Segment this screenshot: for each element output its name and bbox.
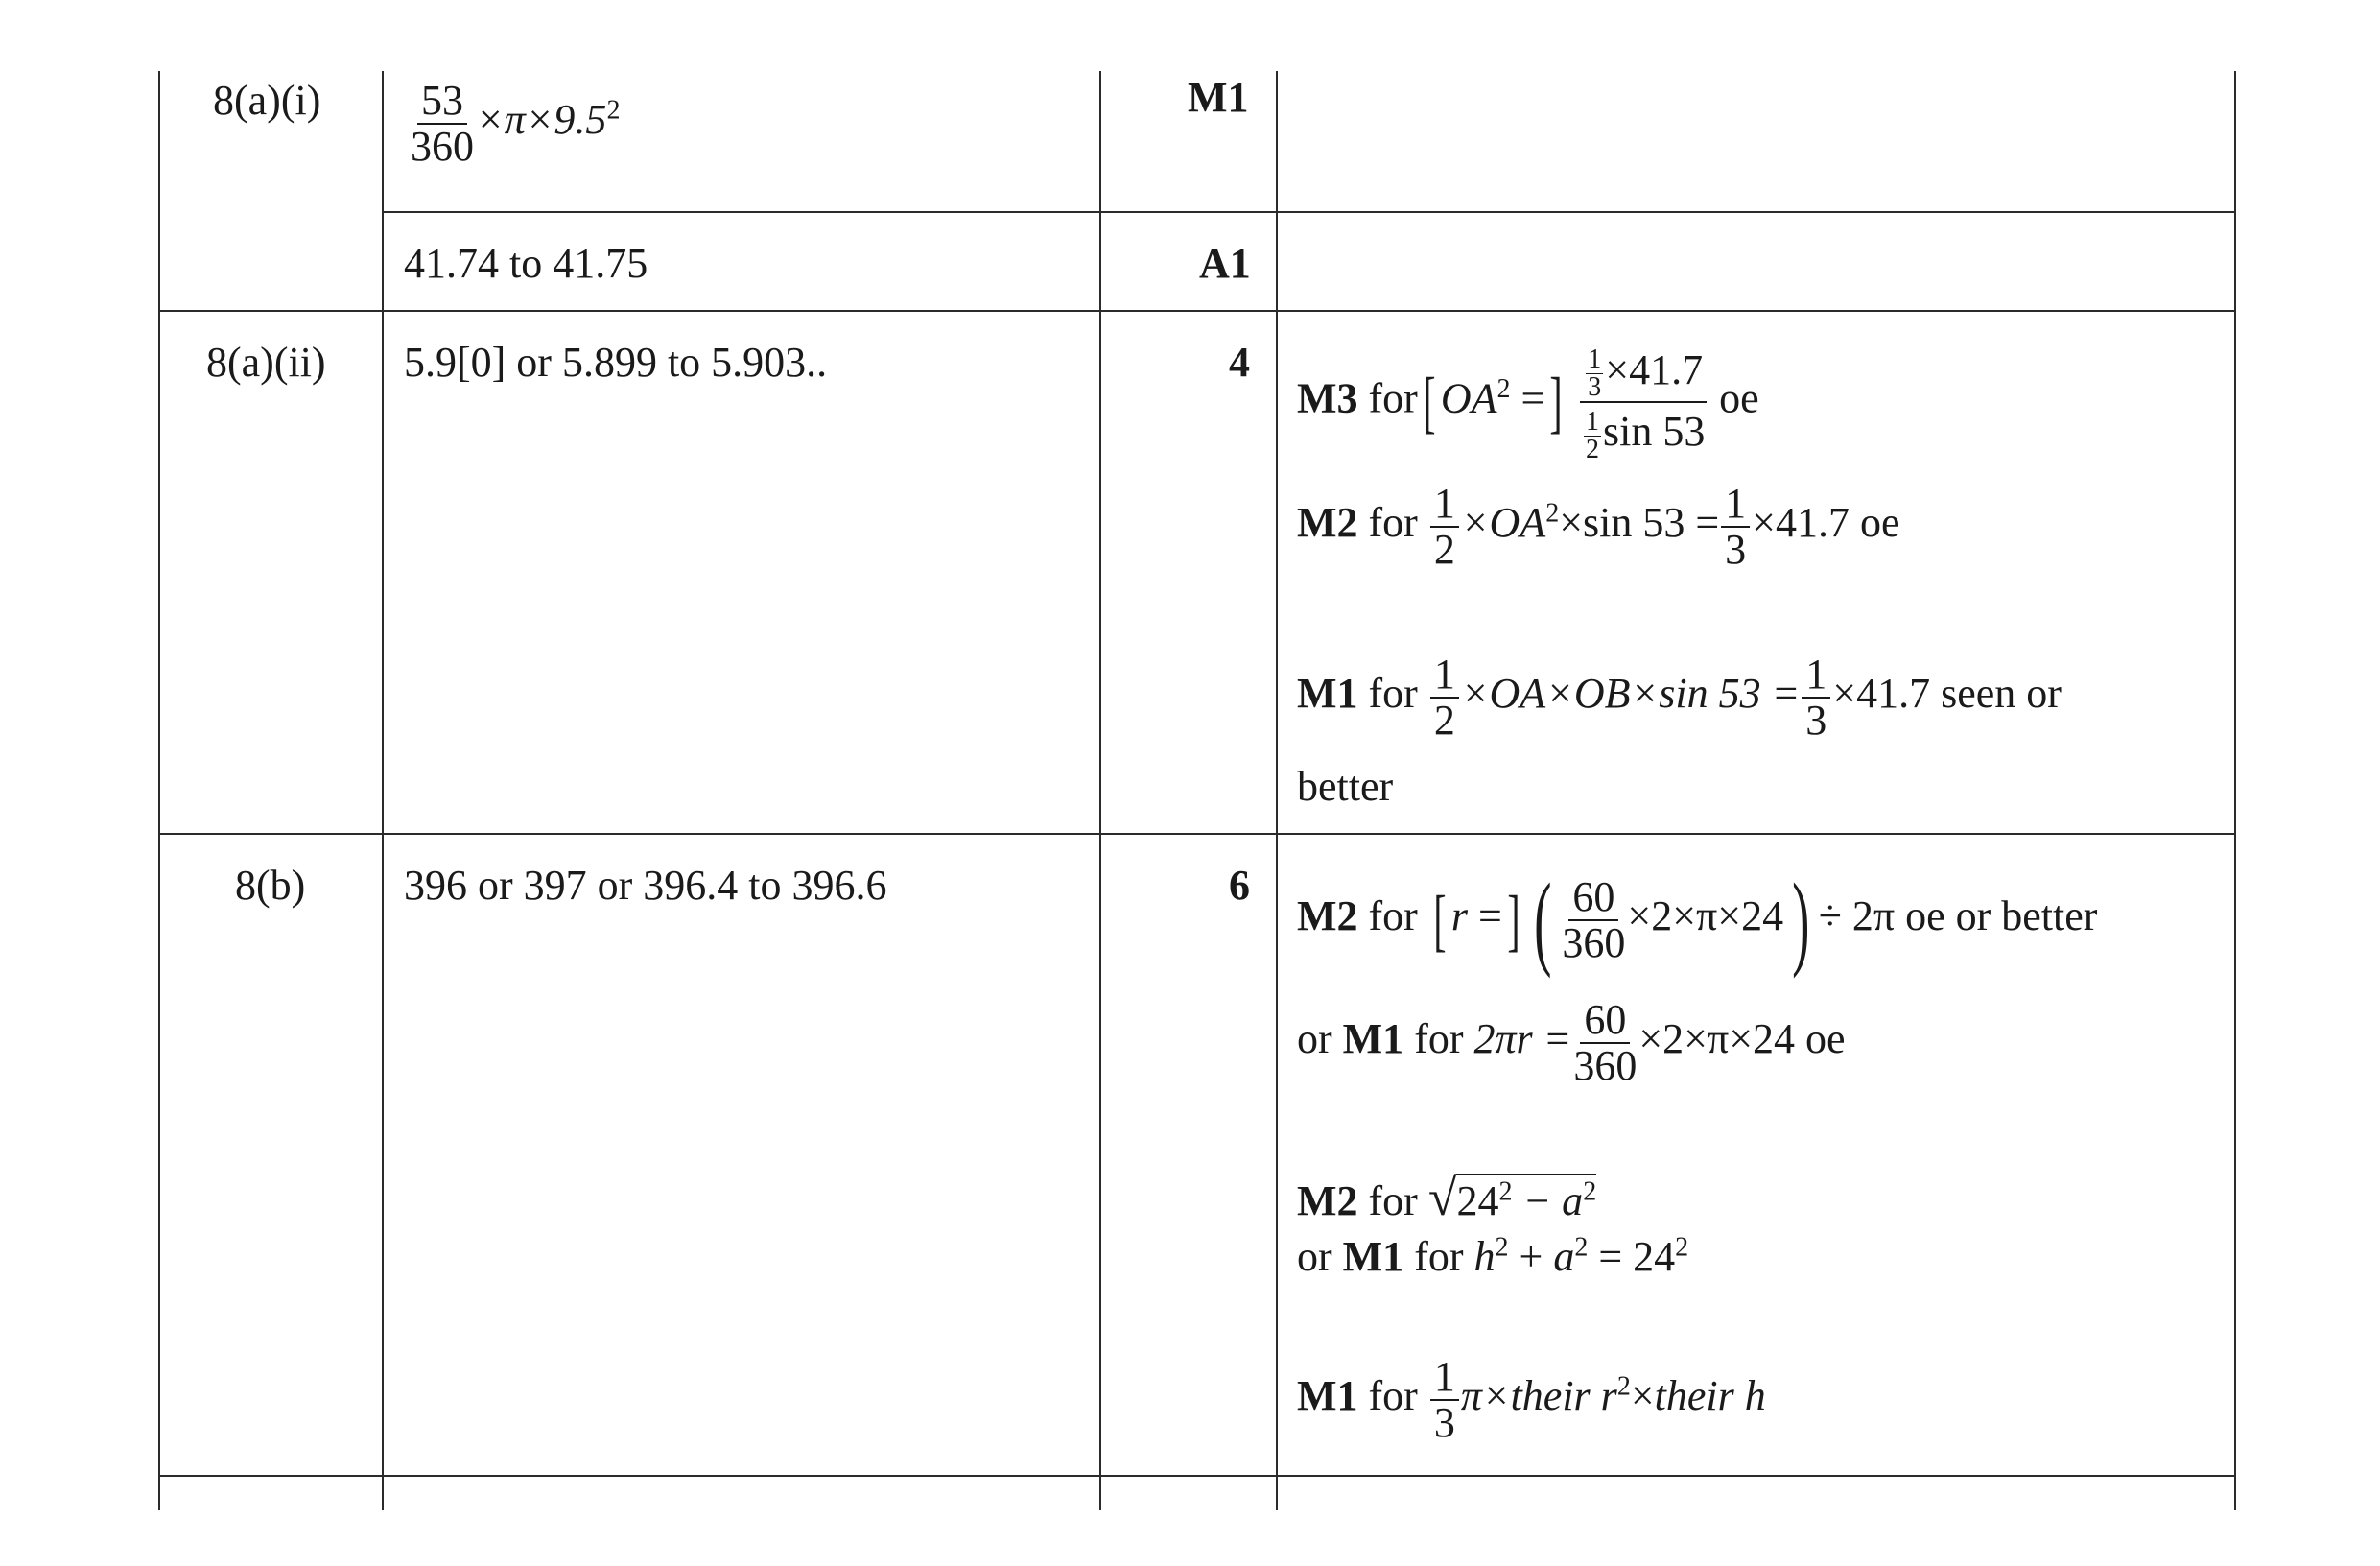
small-den: 3 — [1588, 372, 1602, 403]
mark-label: M1 — [1342, 1233, 1404, 1280]
expression-lhs: 2πr = — [1473, 1015, 1572, 1063]
a-variable: a — [1553, 1233, 1575, 1280]
fraction-denominator: 2 — [1433, 526, 1455, 573]
expression-mid: ×OA — [1460, 499, 1546, 547]
grid-line-row1-inner — [382, 211, 2236, 213]
fraction-denominator: 3 — [1805, 697, 1827, 744]
guidance-m2 — [1297, 482, 1900, 572]
answer-text: 41.74 to 41.75 — [404, 240, 648, 287]
or-text: or — [1297, 1015, 1332, 1063]
paren-open: ( — [1533, 862, 1552, 979]
fraction-numerator: 1 — [1430, 652, 1459, 699]
for-text: for — [1414, 1233, 1464, 1280]
equals-rhs: = 24 — [1588, 1233, 1676, 1280]
sqrt-sign: √ — [1427, 1169, 1457, 1226]
expression-tail: ×π×9.5 — [476, 96, 607, 144]
guidance-b-m2-sqrt — [1297, 1169, 1597, 1226]
fraction — [1573, 998, 1637, 1088]
bracket-close: ] — [1549, 364, 1563, 441]
guidance-b-m1 — [1297, 998, 1846, 1088]
answer-text: 396 or 397 or 396.4 to 396.6 — [404, 862, 887, 909]
for-text: for — [1368, 1372, 1418, 1420]
bracket-close: ] — [1507, 882, 1520, 959]
sqrt-minus: − a — [1512, 1177, 1584, 1224]
mark-label: M1 — [1342, 1015, 1404, 1063]
fraction-denominator: 2 — [1433, 697, 1455, 744]
marks-value: 6 — [1229, 862, 1250, 909]
for-text: for — [1414, 1015, 1464, 1063]
fraction-denominator: 3 — [1725, 526, 1747, 573]
mark-label: M1 — [1297, 1372, 1358, 1420]
superscript: 2 — [1496, 373, 1511, 404]
superscript: 2 — [1545, 498, 1560, 529]
guidance-b-m1-pythag — [1297, 1233, 1688, 1281]
superscript: 2 — [1583, 1176, 1597, 1207]
times: × — [1630, 1372, 1655, 1420]
mark-label: M2 — [1297, 892, 1358, 940]
fraction-denominator: 360 — [1573, 1042, 1638, 1089]
fraction-numerator: 1 — [1430, 482, 1459, 528]
fraction — [1562, 875, 1625, 965]
for-text: for — [1368, 1177, 1418, 1224]
for-text: for — [1368, 499, 1418, 547]
expression-tail: ×2×π×24 oe — [1638, 1015, 1846, 1063]
compound-denominator — [1582, 403, 1705, 463]
mark-label: M2 — [1297, 499, 1358, 547]
after-text: ÷ 2π oe or better — [1818, 892, 2098, 940]
question-number: 8(a)(ii) — [206, 339, 326, 386]
compound-numerator — [1580, 342, 1707, 403]
grid-line-left — [158, 71, 160, 1510]
grid-line-row2-bottom — [158, 833, 2236, 835]
fraction-denominator: 360 — [1562, 919, 1626, 966]
marks-value: 4 — [1229, 339, 1250, 386]
fraction — [1721, 482, 1750, 572]
mark-label: M3 — [1297, 374, 1358, 422]
grid-line-col3 — [1276, 71, 1278, 1510]
fraction-numerator: 1 — [1430, 1355, 1459, 1401]
question-number: 8(b) — [235, 862, 306, 909]
fraction-numerator: 1 — [1721, 482, 1750, 528]
plus-sign: + — [1508, 1233, 1554, 1280]
mark-label: M1 — [1297, 670, 1358, 718]
for-text: for — [1368, 670, 1418, 718]
superscript: 2 — [606, 95, 621, 126]
expression-mid2: ×sin 53 = — [1559, 499, 1720, 547]
seen-text: seen or — [1941, 670, 2062, 718]
small-num: 1 — [1588, 344, 1602, 375]
h-variable: h — [1473, 1233, 1496, 1280]
fraction — [411, 79, 474, 169]
superscript: 2 — [1495, 1232, 1509, 1263]
small-num: 1 — [1586, 406, 1600, 437]
pi-text: π× — [1460, 1372, 1511, 1420]
fraction-numerator: 60 — [1580, 998, 1630, 1044]
bracket-open: [ — [1423, 364, 1436, 441]
fraction-numerator: 1 — [1802, 652, 1830, 699]
expression-end: ×41.7 — [1832, 670, 1931, 718]
fraction-numerator: 60 — [1568, 875, 1618, 921]
guidance-m3 — [1297, 342, 1759, 463]
equals: = — [1520, 374, 1545, 422]
fraction — [1430, 652, 1459, 743]
expression-mid: ×OA×OB×sin 53 = — [1460, 670, 1801, 718]
paren-close: ) — [1792, 862, 1810, 979]
guidance-b-m1-volume — [1297, 1355, 1766, 1445]
guidance-m1 — [1297, 652, 2062, 743]
compound-fraction — [1580, 342, 1707, 463]
marks-label: M1 — [1188, 74, 1249, 121]
marks-label: A1 — [1199, 240, 1251, 287]
answer-expression — [409, 79, 620, 169]
r-variable: r — [1450, 892, 1468, 940]
mark-label: M2 — [1297, 1177, 1358, 1224]
grid-line-row3-bottom — [158, 1475, 2236, 1477]
their-h: their h — [1654, 1372, 1766, 1420]
guidance-b-m2 — [1297, 862, 2098, 979]
grid-line-row1-bottom — [158, 310, 2236, 312]
oa-text: OA — [1440, 374, 1497, 422]
superscript: 2 — [1498, 1176, 1513, 1207]
small-fraction — [1586, 346, 1603, 401]
superscript: 2 — [1616, 1371, 1631, 1402]
small-den: 2 — [1586, 434, 1600, 464]
fraction-denominator: 360 — [411, 123, 474, 170]
answer-text: 5.9[0] or 5.899 to 5.903.. — [404, 339, 828, 386]
their-r: their r — [1510, 1372, 1617, 1420]
expression-end: ×41.7 oe — [1752, 499, 1900, 547]
numerator-tail: ×41.7 — [1605, 346, 1704, 393]
grid-line-col1 — [382, 71, 384, 1510]
grid-line-right — [2234, 71, 2236, 1510]
sqrt-base: 24 — [1456, 1177, 1499, 1224]
denominator-tail: sin 53 — [1603, 408, 1706, 456]
fraction-numerator: 53 — [417, 79, 467, 125]
grid-line-col2 — [1099, 71, 1101, 1510]
expression-tail: ×2×π×24 — [1627, 892, 1784, 940]
fraction-denominator: 3 — [1433, 1399, 1455, 1446]
superscript: 2 — [1574, 1232, 1589, 1263]
fraction — [1430, 1355, 1459, 1445]
for-text: for — [1368, 374, 1418, 422]
equals: = — [1477, 892, 1502, 940]
bracket-open: [ — [1433, 882, 1447, 959]
fraction — [1430, 482, 1459, 572]
superscript: 2 — [1675, 1232, 1689, 1263]
question-number: 8(a)(i) — [213, 77, 321, 124]
small-fraction — [1584, 406, 1601, 464]
or-text: or — [1297, 1233, 1332, 1280]
fraction — [1802, 652, 1830, 743]
sqrt-content — [1456, 1174, 1596, 1224]
better-text: better — [1297, 763, 1394, 810]
for-text: for — [1368, 892, 1418, 940]
oe-text: oe — [1719, 374, 1759, 422]
